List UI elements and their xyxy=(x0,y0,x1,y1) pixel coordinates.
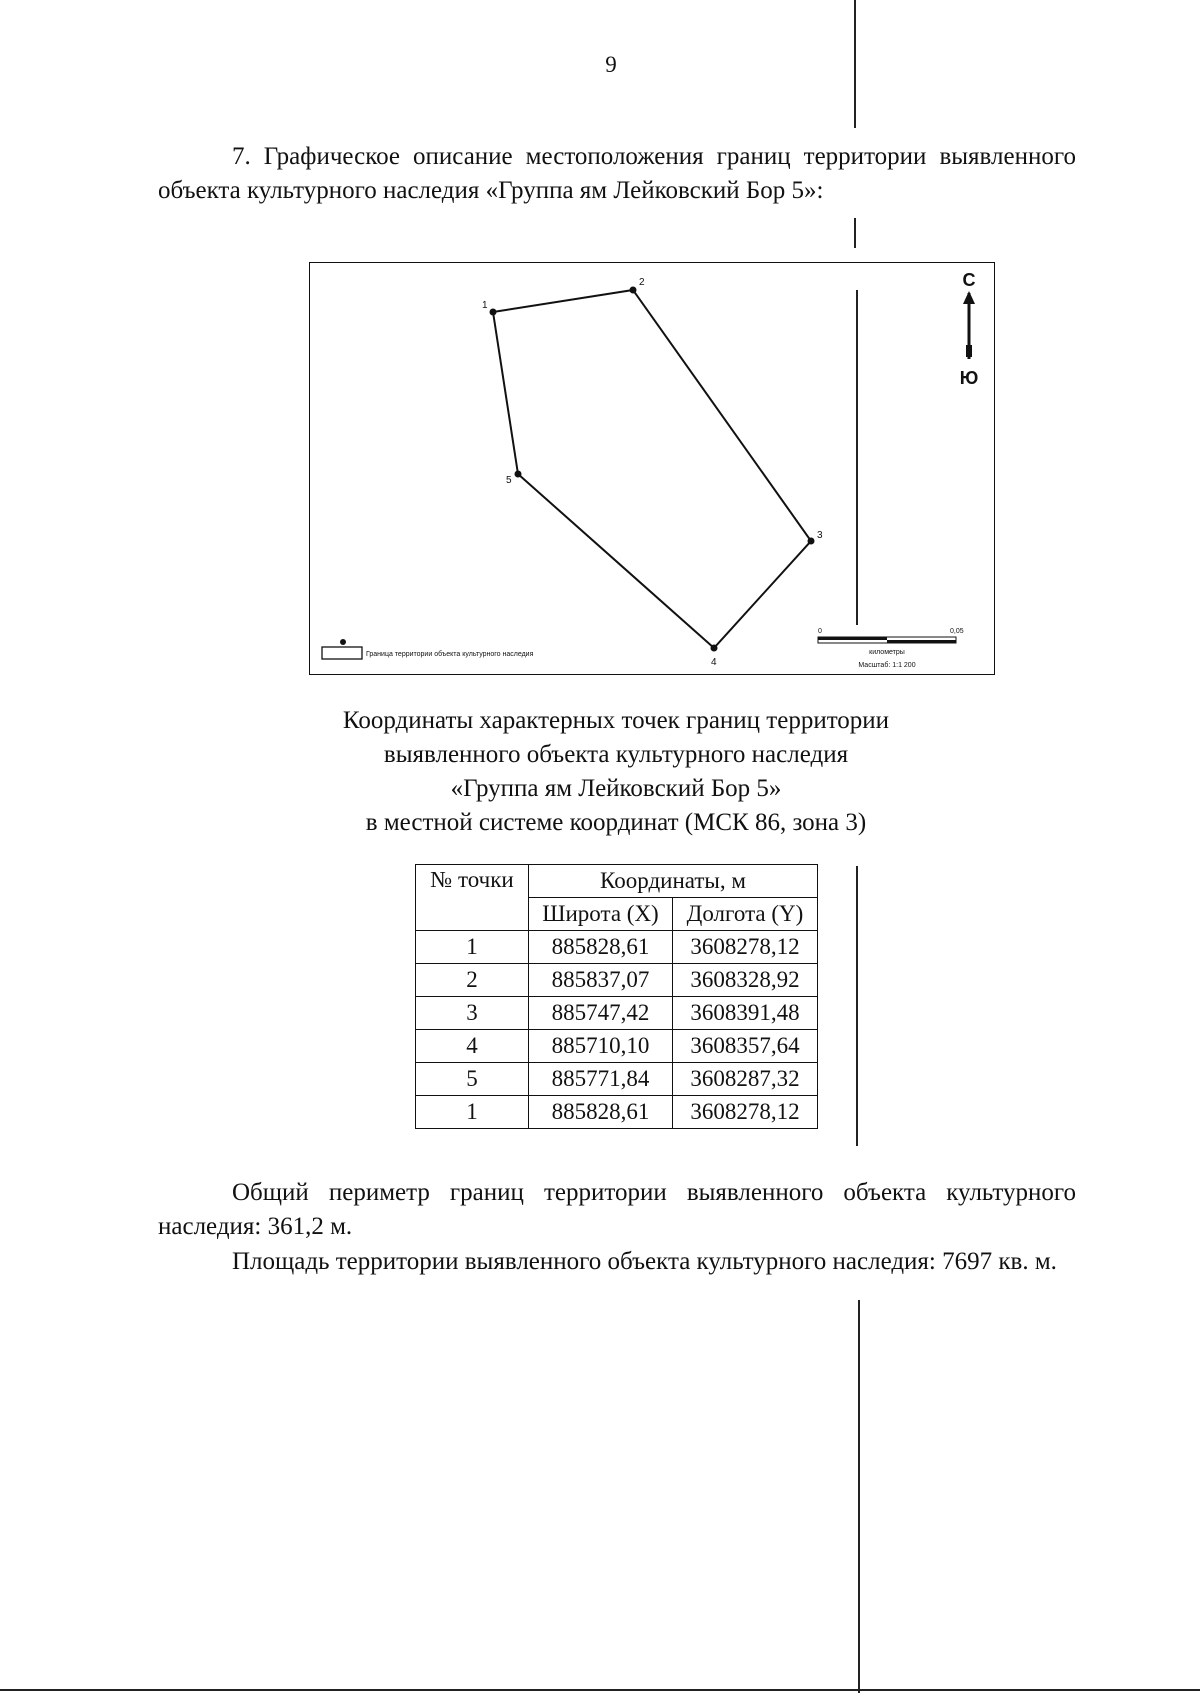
cell-point: 2 xyxy=(416,964,529,997)
territory-boundary xyxy=(493,290,811,648)
cell-point: 1 xyxy=(416,931,529,964)
cell-point: 4 xyxy=(416,1030,529,1063)
table-row xyxy=(416,1063,818,1096)
table-row xyxy=(416,997,818,1030)
table-row xyxy=(416,1030,818,1063)
perimeter-text: Общий периметр границ территории выявленного объекта культурного наследия: 361,2 м. xyxy=(158,1179,1076,1240)
cell-y: 3608391,48 xyxy=(673,997,818,1030)
svg-text:С: С xyxy=(962,270,976,290)
scan-fold-line xyxy=(856,290,858,625)
caption-line: в местной системе координат (МСК 86, зона 3) xyxy=(365,809,867,836)
table-header-row xyxy=(416,865,818,898)
scan-fold-line xyxy=(856,866,858,1146)
svg-text:5: 5 xyxy=(506,475,512,486)
boundary-map xyxy=(309,262,995,675)
svg-text:километры: километры xyxy=(869,649,905,656)
section-heading: 7. Графическое описание местоположения границ территории выявленного объекта культурного наследия «Группа ям Лейковский Бор 5»: xyxy=(158,143,1076,204)
cell-point: 1 xyxy=(416,1096,529,1129)
cell-x: 885837,07 xyxy=(529,964,673,997)
cell-y: 3608278,12 xyxy=(673,1096,818,1129)
table-row xyxy=(416,931,818,964)
svg-text:Граница территории объекта кул: Граница территории объекта культурного наследия xyxy=(366,651,534,658)
scan-fold-line xyxy=(854,0,856,128)
map-canvas xyxy=(310,263,993,673)
cell-y: 3608278,12 xyxy=(673,931,818,964)
column-header-coordinates: Координаты, м xyxy=(529,865,818,898)
cell-x: 885747,42 xyxy=(529,997,673,1030)
svg-text:0,05: 0,05 xyxy=(950,628,964,635)
column-header-latitude: Широта (X) xyxy=(529,898,673,931)
svg-text:1: 1 xyxy=(482,300,488,311)
caption-line: выявленного объекта культурного наследия xyxy=(383,741,849,768)
boundary-point-4 xyxy=(711,645,718,669)
svg-text:Масштаб: 1:1 200: Масштаб: 1:1 200 xyxy=(858,662,916,669)
area-text: Площадь территории выявленного объекта культурного наследия: 7697 кв. м. xyxy=(232,1248,1057,1275)
cell-x: 885828,61 xyxy=(529,1096,673,1129)
cell-y: 3608357,64 xyxy=(673,1030,818,1063)
cell-x: 885710,10 xyxy=(529,1030,673,1063)
svg-text:4: 4 xyxy=(711,657,717,668)
compass-north-arrow-icon xyxy=(960,270,979,388)
table-row xyxy=(416,1096,818,1129)
boundary-point-1 xyxy=(482,300,497,316)
caption-line: «Группа ям Лейковский Бор 5» xyxy=(450,775,782,802)
scan-fold-line xyxy=(854,218,856,248)
map-legend xyxy=(322,639,534,659)
cell-point: 3 xyxy=(416,997,529,1030)
column-header-longitude: Долгота (Y) xyxy=(673,898,818,931)
table-caption xyxy=(200,704,1032,840)
scan-fold-line xyxy=(858,1300,860,1693)
svg-text:2: 2 xyxy=(639,277,645,288)
table-row xyxy=(416,964,818,997)
svg-text:Ю: Ю xyxy=(959,368,979,388)
svg-text:0: 0 xyxy=(818,628,822,635)
column-header-point: № точки xyxy=(416,865,529,931)
boundary-point-5 xyxy=(506,471,522,487)
boundary-point-3 xyxy=(808,530,824,545)
scan-page-edge xyxy=(0,1689,1200,1691)
cell-x: 885828,61 xyxy=(529,931,673,964)
caption-line: Координаты характерных точек границ территории xyxy=(342,707,890,734)
cell-y: 3608328,92 xyxy=(673,964,818,997)
cell-y: 3608287,32 xyxy=(673,1063,818,1096)
svg-text:3: 3 xyxy=(817,530,823,541)
cell-x: 885771,84 xyxy=(529,1063,673,1096)
coordinates-table xyxy=(415,864,818,1129)
boundary-point-2 xyxy=(630,277,646,294)
scale-bar xyxy=(818,628,964,669)
cell-point: 5 xyxy=(416,1063,529,1096)
page-number: 9 xyxy=(605,52,617,77)
